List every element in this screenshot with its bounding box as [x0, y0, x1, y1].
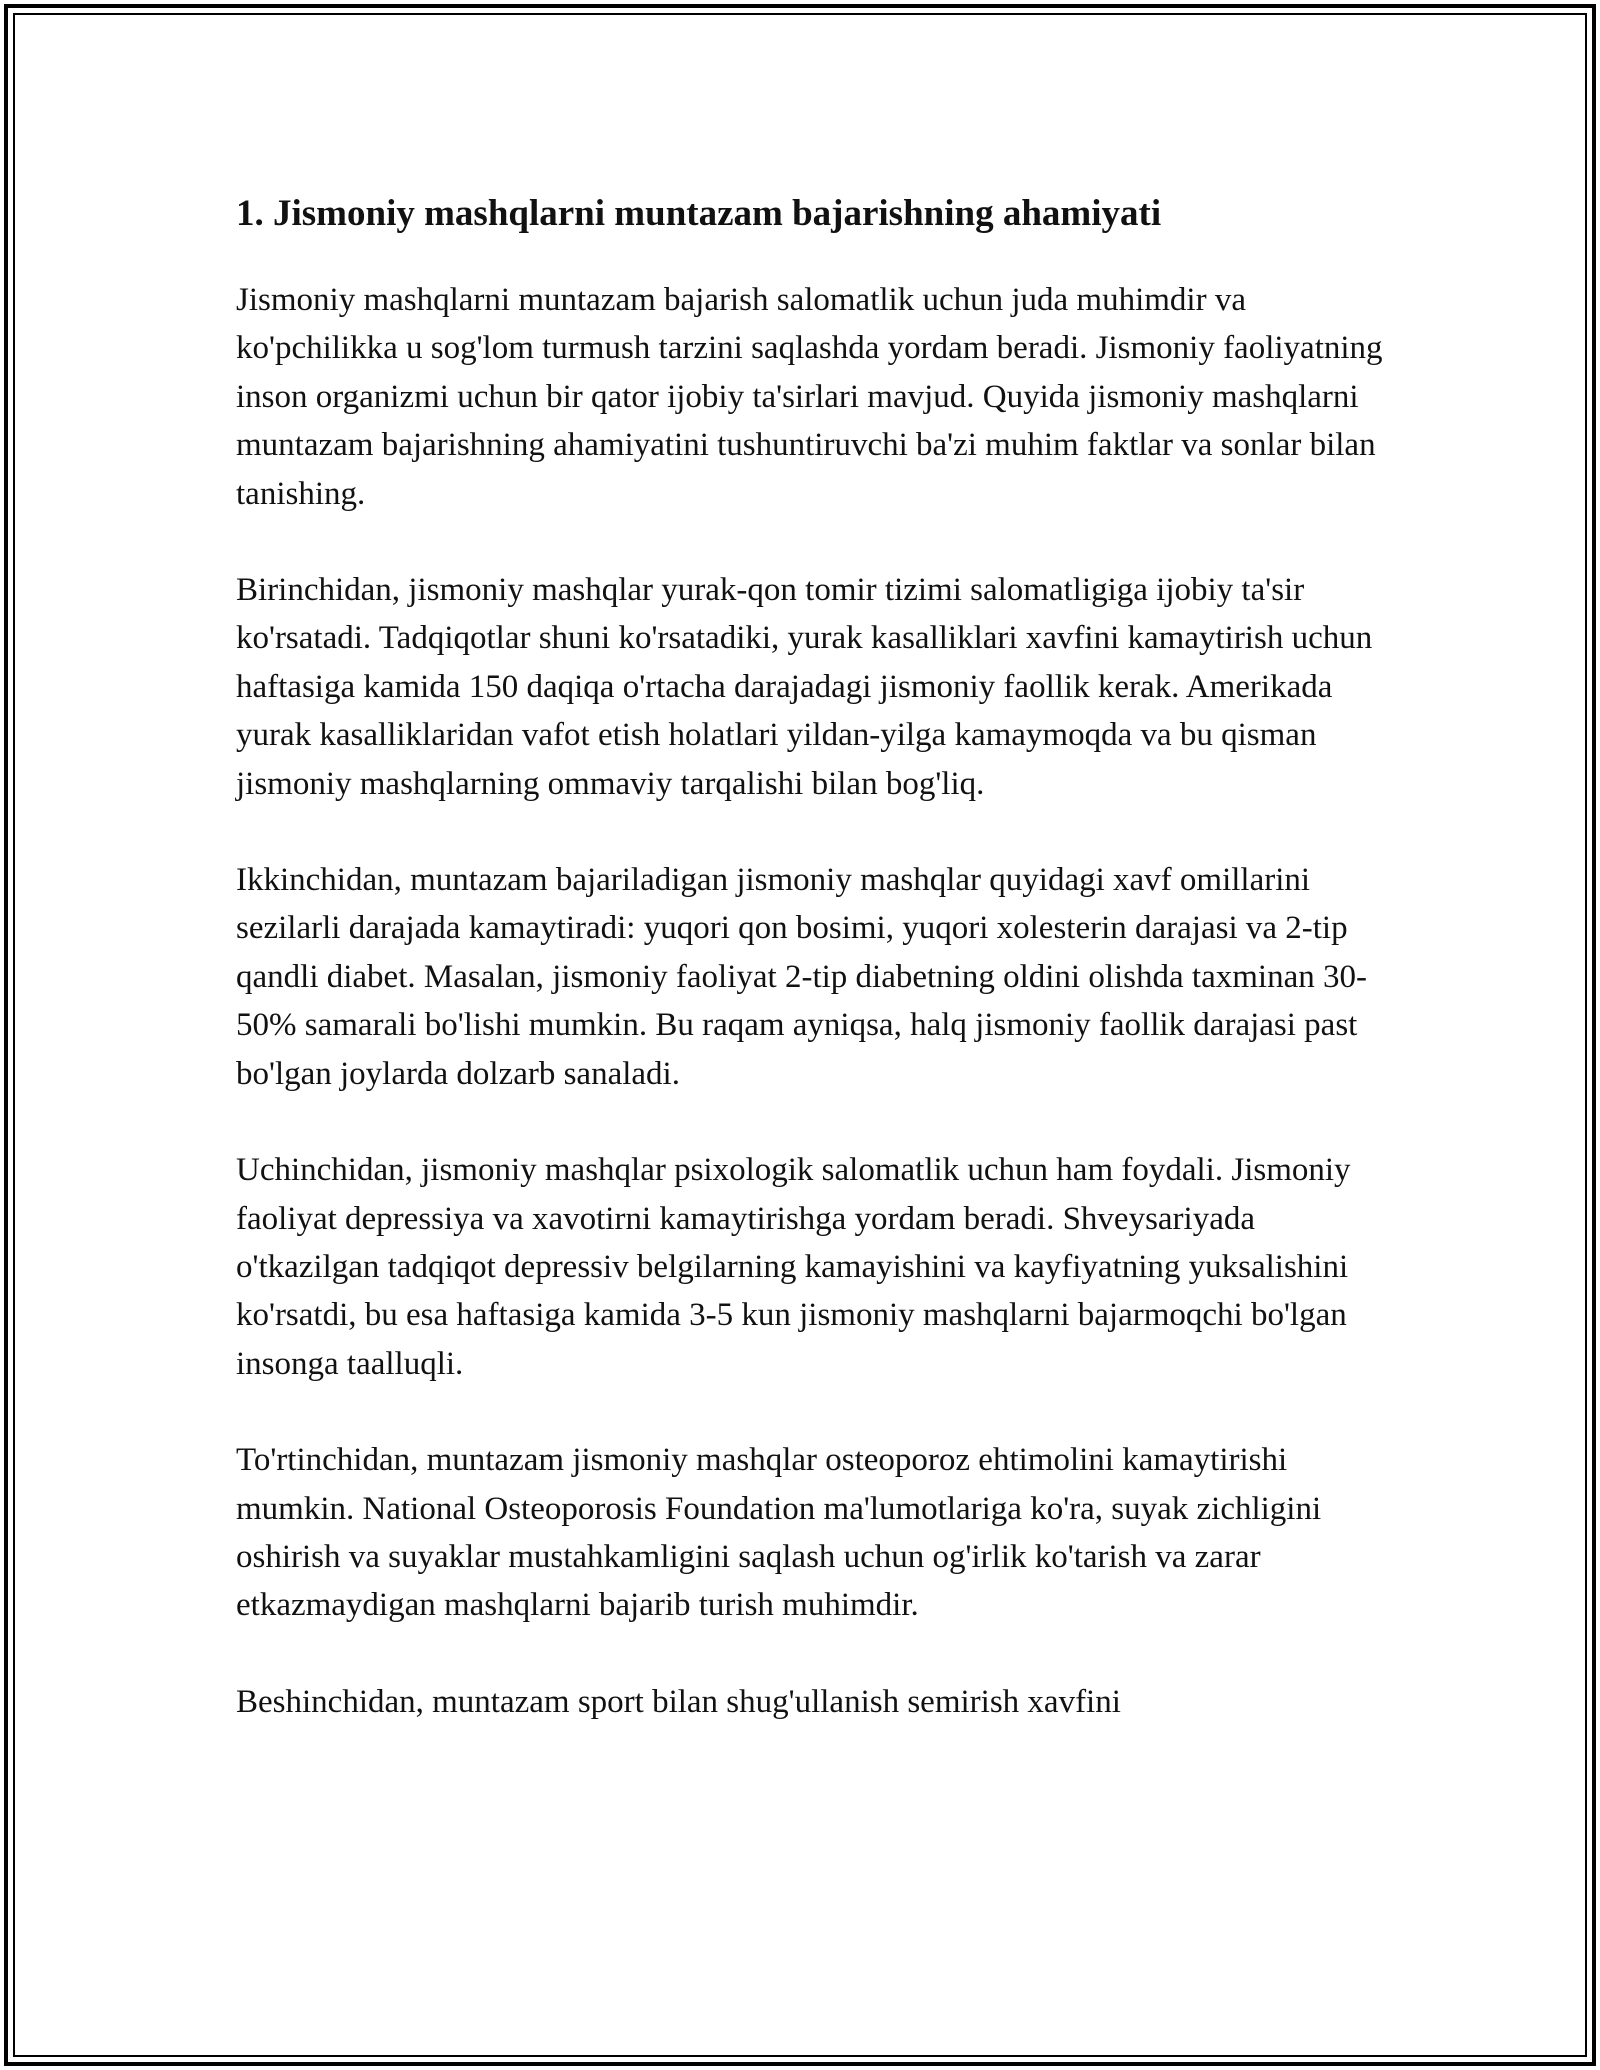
paragraph-fifth: Beshinchidan, muntazam sport bilan shug'ullanish semirish xavfini [236, 1683, 1121, 1720]
paragraph-third: Uchinchidan, jismoniy mashqlar psixologik salomatlik uchun ham foydali. Jismoniy faoliyat depressiya va xavotirni kamaytirishga yordam beradi. Shveysariyada o'tkazilgan tadqiqot depressiv belgilarning kamayishini va kayfiyatning yuksalishini ko'rsatdi, bu esa haftasiga kamida 3-5 kun jismoniy mashqlarni bajarmoqchi bo'lgan insonga taalluqli. [236, 1152, 1351, 1382]
paragraph-second: Ikkinchidan, muntazam bajariladigan jismoniy mashqlar quyidagi xavf omillarini sezilarli darajada kamaytiradi: yuqori qon bosimi, yuqori xolesterin darajasi va 2-tip qandli diabet. Masalan, jismoniy faoliyat 2-tip diabetning oldini olishda taxminan 30-50% samarali bo'lishi mumkin. Bu raqam ayniqsa, halq jismoniy faollik darajasi past bo'lgan joylarda dolzarb sanaladi. [236, 862, 1367, 1092]
paragraph-first: Birinchidan, jismoniy mashqlar yurak-qon tomir tizimi salomatligiga ijobiy ta'sir ko'rsatadi. Tadqiqotlar shuni ko'rsatadiki, yurak kasalliklari xavfini kamaytirish uchun haftasiga kamida 150 daqiqa o'rtacha darajadagi jismoniy faollik kerak. Amerikada yurak kasalliklaridan vafot etish holatlari yildan-yilga kamaymoqda va bu qisman jismoniy mashqlarning ommaviy tarqalishi bilan bog'liq. [236, 572, 1373, 802]
document-heading: 1. Jismoniy mashqlarni muntazam bajarishning ahamiyati [236, 193, 1162, 234]
paragraph-intro: Jismoniy mashqlarni muntazam bajarish salomatlik uchun juda muhimdir va ko'pchilikka u sog'lom turmush tarzini saqlashda yordam beradi. Jismoniy faoliyatning inson organizmi uchun bir qator ijobiy ta'sirlari mavjud. Quyida jismoniy mashqlarni muntazam bajarishning ahamiyatini tushuntiruvchi ba'zi muhim faktlar va sonlar bilan tanishing. [236, 282, 1383, 512]
paragraph-fourth: To'rtinchidan, muntazam jismoniy mashqlar osteoporoz ehtimolini kamaytirishi mumkin. National Osteoporosis Foundation ma'lumotlariga ko'ra, suyak zichligini oshirish va suyaklar mustahkamligini saqlash uchun og'irlik ko'tarish va zarar etkazmaydigan mashqlarni bajarib turish muhimdir. [236, 1442, 1322, 1624]
document-body [236, 182, 1396, 1774]
